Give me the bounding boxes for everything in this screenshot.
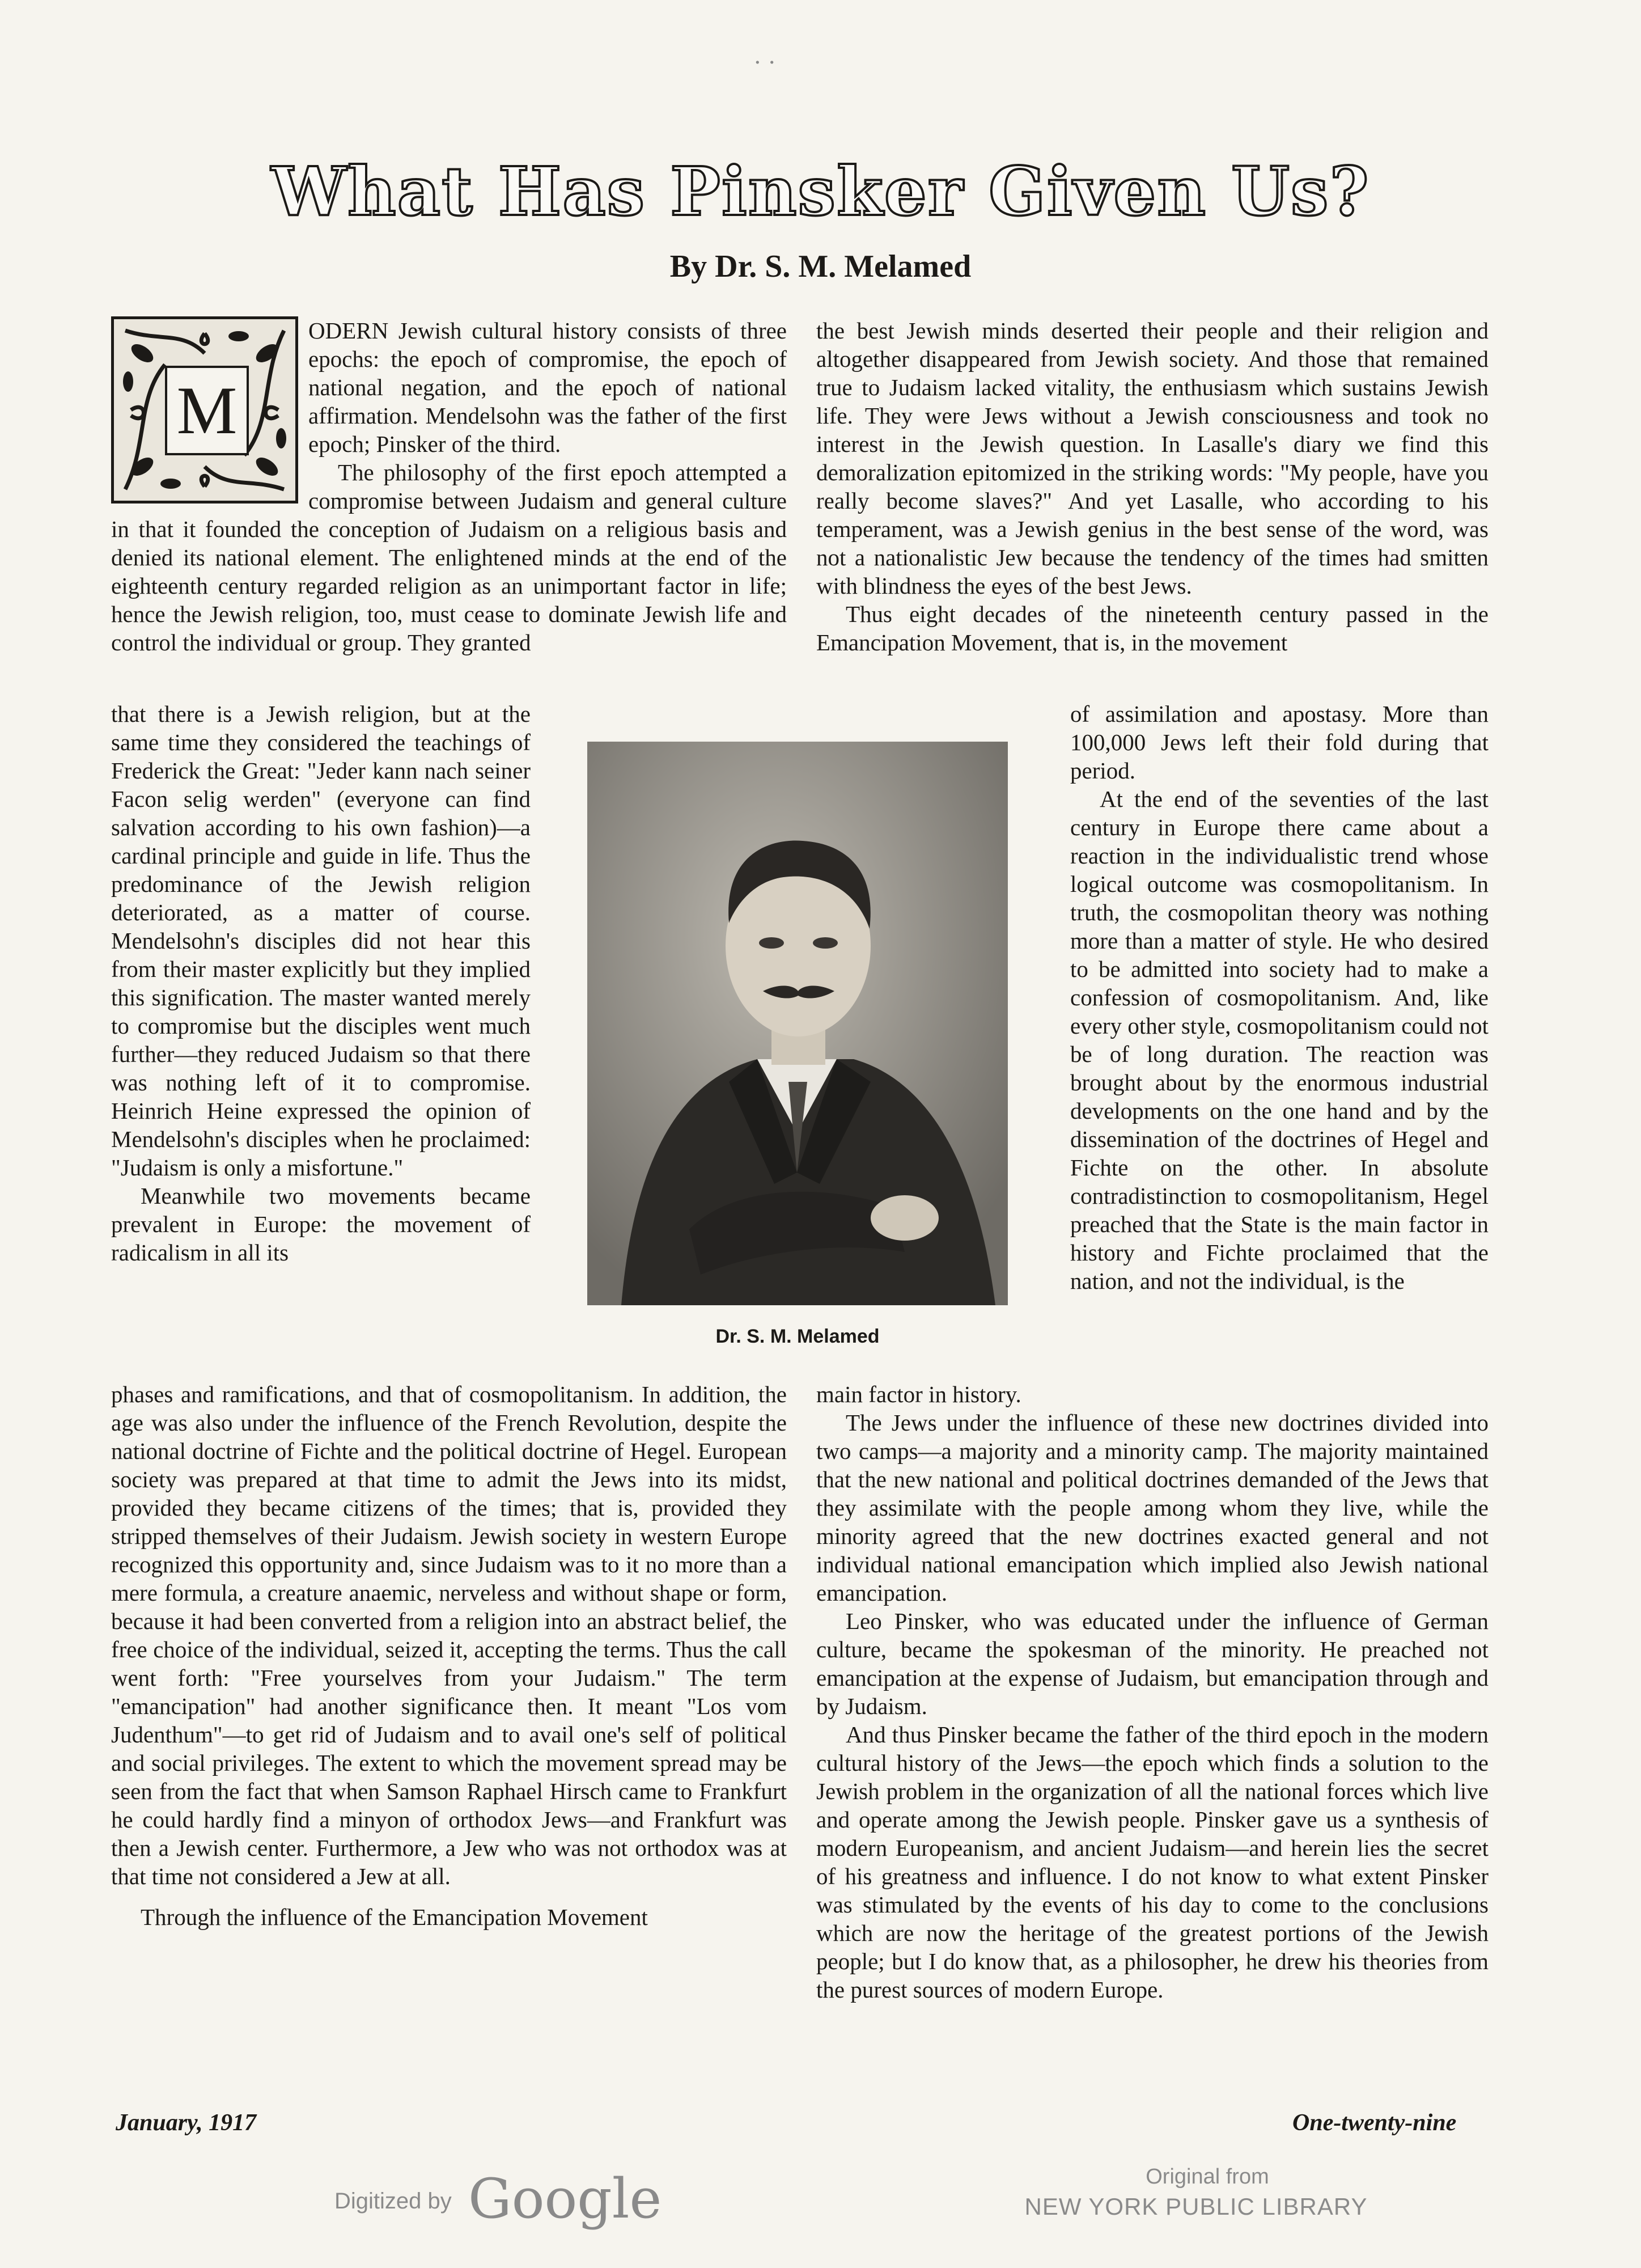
google-logo: Google [468, 2167, 662, 2231]
right-column-bottom [816, 1380, 1489, 2004]
right-column-wrap [1070, 700, 1489, 1295]
paragraph-intro: ODERN Jewish cultural history consists of three epochs: the epoch of compromise, the epoch of national negation, and the epoch of national affirmation. Mendelsohn was the father of the first epoch; Pinsker of the third. [308, 318, 787, 457]
article-title: What Has Pinsker Given Us? [271, 152, 1370, 231]
print-speck: · · [754, 50, 776, 76]
page-number: One-twenty-nine [1292, 2110, 1457, 2136]
issue-date: January, 1917 [116, 2110, 257, 2136]
library-name: NEW YORK PUBLIC LIBRARY [1024, 2193, 1368, 2220]
paragraph-third-epoch: And thus Pinsker became the father of the third epoch in the modern cultural history of the Jews—the epoch which finds a solution to the Jewish problem in the organization of all the national forces which live and operate among the Jewish people. Pinsker gave us a synthesis of modern Europeanism, and ancient Judaism—and herein lies the secret of his greatness and influence. I do not know to what extent Pinsker was stimulated by the events of his day to come to the conclusions which are now the heritage of the greatest portions of the Jewish people; but I do know that, as a philosopher, he drew his theories from the purest sources of modern Europe. [816, 1721, 1489, 2003]
paragraph-two-movements: Meanwhile two movements became prevalent in Europe: the movement of radicalism in all its [111, 1183, 531, 1266]
paragraph-leo-pinsker: Leo Pinsker, who was educated under the influence of German culture, became the spokesman of the minority. He preached not emancipation at the expense of Judaism, but emancipation through and by Judaism. [816, 1608, 1489, 1719]
paragraph-two-camps: The Jews under the influence of these new doctrines divided into two camps—a majority and a minority camp. The majority maintained that the new national and political doctrines demanded of the Jews that they assimilate with the people among whom they live, while the minority agreed that the new doctrines exacted general and not individual national emancipation which implied also Jewish national emancipation. [816, 1410, 1489, 1606]
drop-cap-letter: M [165, 366, 249, 455]
paragraph-seventies: At the end of the seventies of the last century in Europe there came about a reaction in the individualistic trend whose logical outcome was cosmopolitanism. In truth, the cosmopolitan theory was nothing more than a matter of style. He who desired to be admitted into society had to make a confession of cosmopolitanism. And, like every other style, cosmopolitanism could not be of long duration. The reaction was brought about by the enormous industrial developments on the one hand and by the dissemination of the doctrines of Hegel and Fichte on the other. In absolute contradistinction to cosmopolitanism, Hegel preached that the State is the main factor in history and Fichte proclaimed that the nation, and not the individual, is the [1070, 786, 1489, 1294]
left-column-bottom [111, 1380, 787, 1931]
digitized-by-label: Digitized by [334, 2189, 452, 2214]
paragraph-emancipation-start: Through the influence of the Emancipation Movement [141, 1904, 648, 1930]
left-column-wrap [111, 700, 531, 1267]
paragraph-cosmopolitanism: phases and ramifications, and that of cosmopolitanism. In addition, the age was also under the influence of the French Revolution, despite the national doctrine of Fichte and the political doctrine of Hegel. European society was prepared at that time to admit the Jews into its midst, provided they became citizens of the times; that is, provided they stripped themselves of their Judaism. Jewish society in western Europe recognized this opportunity and, since Judaism was to it no more than a mere formula, a creature anaemic, nerveless and without shape or form, because it had been converted from a religion into an abstract belief, the free choice of the individual, seized it, accepting the terms. Thus the call went forth: "Free yourselves from your Judaism." The term "emancipation" had another significance then. It meant "Los vom Judenthum"—to get rid of Judaism and to avail one's self of political and social privileges. The extent to which the movement spread may be seen from the fact that when Samson Raphael Hirsch came to Frankfurt he could hardly find a minyon of orthodox Jews—and Frankfurt was then a Jewish center. Furthermore, a Jew who was not orthodox was at that time not considered a Jew at all. [111, 1381, 787, 1889]
original-from-label: Original from [1146, 2165, 1269, 2189]
article-byline: By Dr. S. M. Melamed [669, 249, 972, 284]
photo-caption: Dr. S. M. Melamed [715, 1326, 880, 1347]
paragraph-best-minds: the best Jewish minds deserted their people and their religion and altogether disappeared from Jewish society. And those that remained true to Judaism lacked vitality, the enthusiasm which sustains Jewish life. They were Jews without a Jewish consciousness and took no interest in the Jewish question. In Lasalle's diary we find this demoralization epitomized in the striking words: "My people, have you really become slaves?" And yet Lasalle, who according to his temperament, was a Jewish genius in the best sense of the word, was not a nationalistic Jew because the tendency of the times had smitten with blindness the eyes of the best Jews. [816, 318, 1489, 599]
paragraph-main-factor: main factor in history. [816, 1381, 1021, 1407]
portrait-photo [587, 742, 1008, 1305]
paragraph-assimilation: of assimilation and apostasy. More than 100,000 Jews left their fold during that period. [1070, 701, 1489, 784]
paragraph-frederick: that there is a Jewish religion, but at the same time they considered the teachings of Frederick the Great: "Jeder kann nach seiner Facon selig werden" (everyone can find salvation according to his own fashion)—a cardinal principle and guide in life. Thus the predominance of the Jewish religion deteriorated, as a matter of course. Mendelsohn's disciples did not hear this from their master explicitly but they implied this signification. The master wanted merely to compromise but the disciples went much further—they reduced Judaism so that there was nothing left of it to compromise. Heinrich Heine expressed the opinion of Mendelsohn's disciples when he proclaimed: "Judaism is only a misfortune." [111, 701, 531, 1180]
paragraph-first-epoch: The philosophy of the first epoch attempted a compromise between Judaism and general culture in that it founded the conception of Judaism on a religious basis and denied its national element. The enlightened minds at the end of the eighteenth century regarded religion as an unimportant factor in life; hence the Jewish religion, too, must cease to dominate Jewish life and control the individual or group. They granted [111, 459, 787, 655]
paragraph-eight-decades: Thus eight decades of the nineteenth century passed in the Emancipation Movement, that is, in the movement [816, 601, 1489, 655]
right-column-top [816, 316, 1489, 657]
left-column-top [111, 316, 787, 657]
